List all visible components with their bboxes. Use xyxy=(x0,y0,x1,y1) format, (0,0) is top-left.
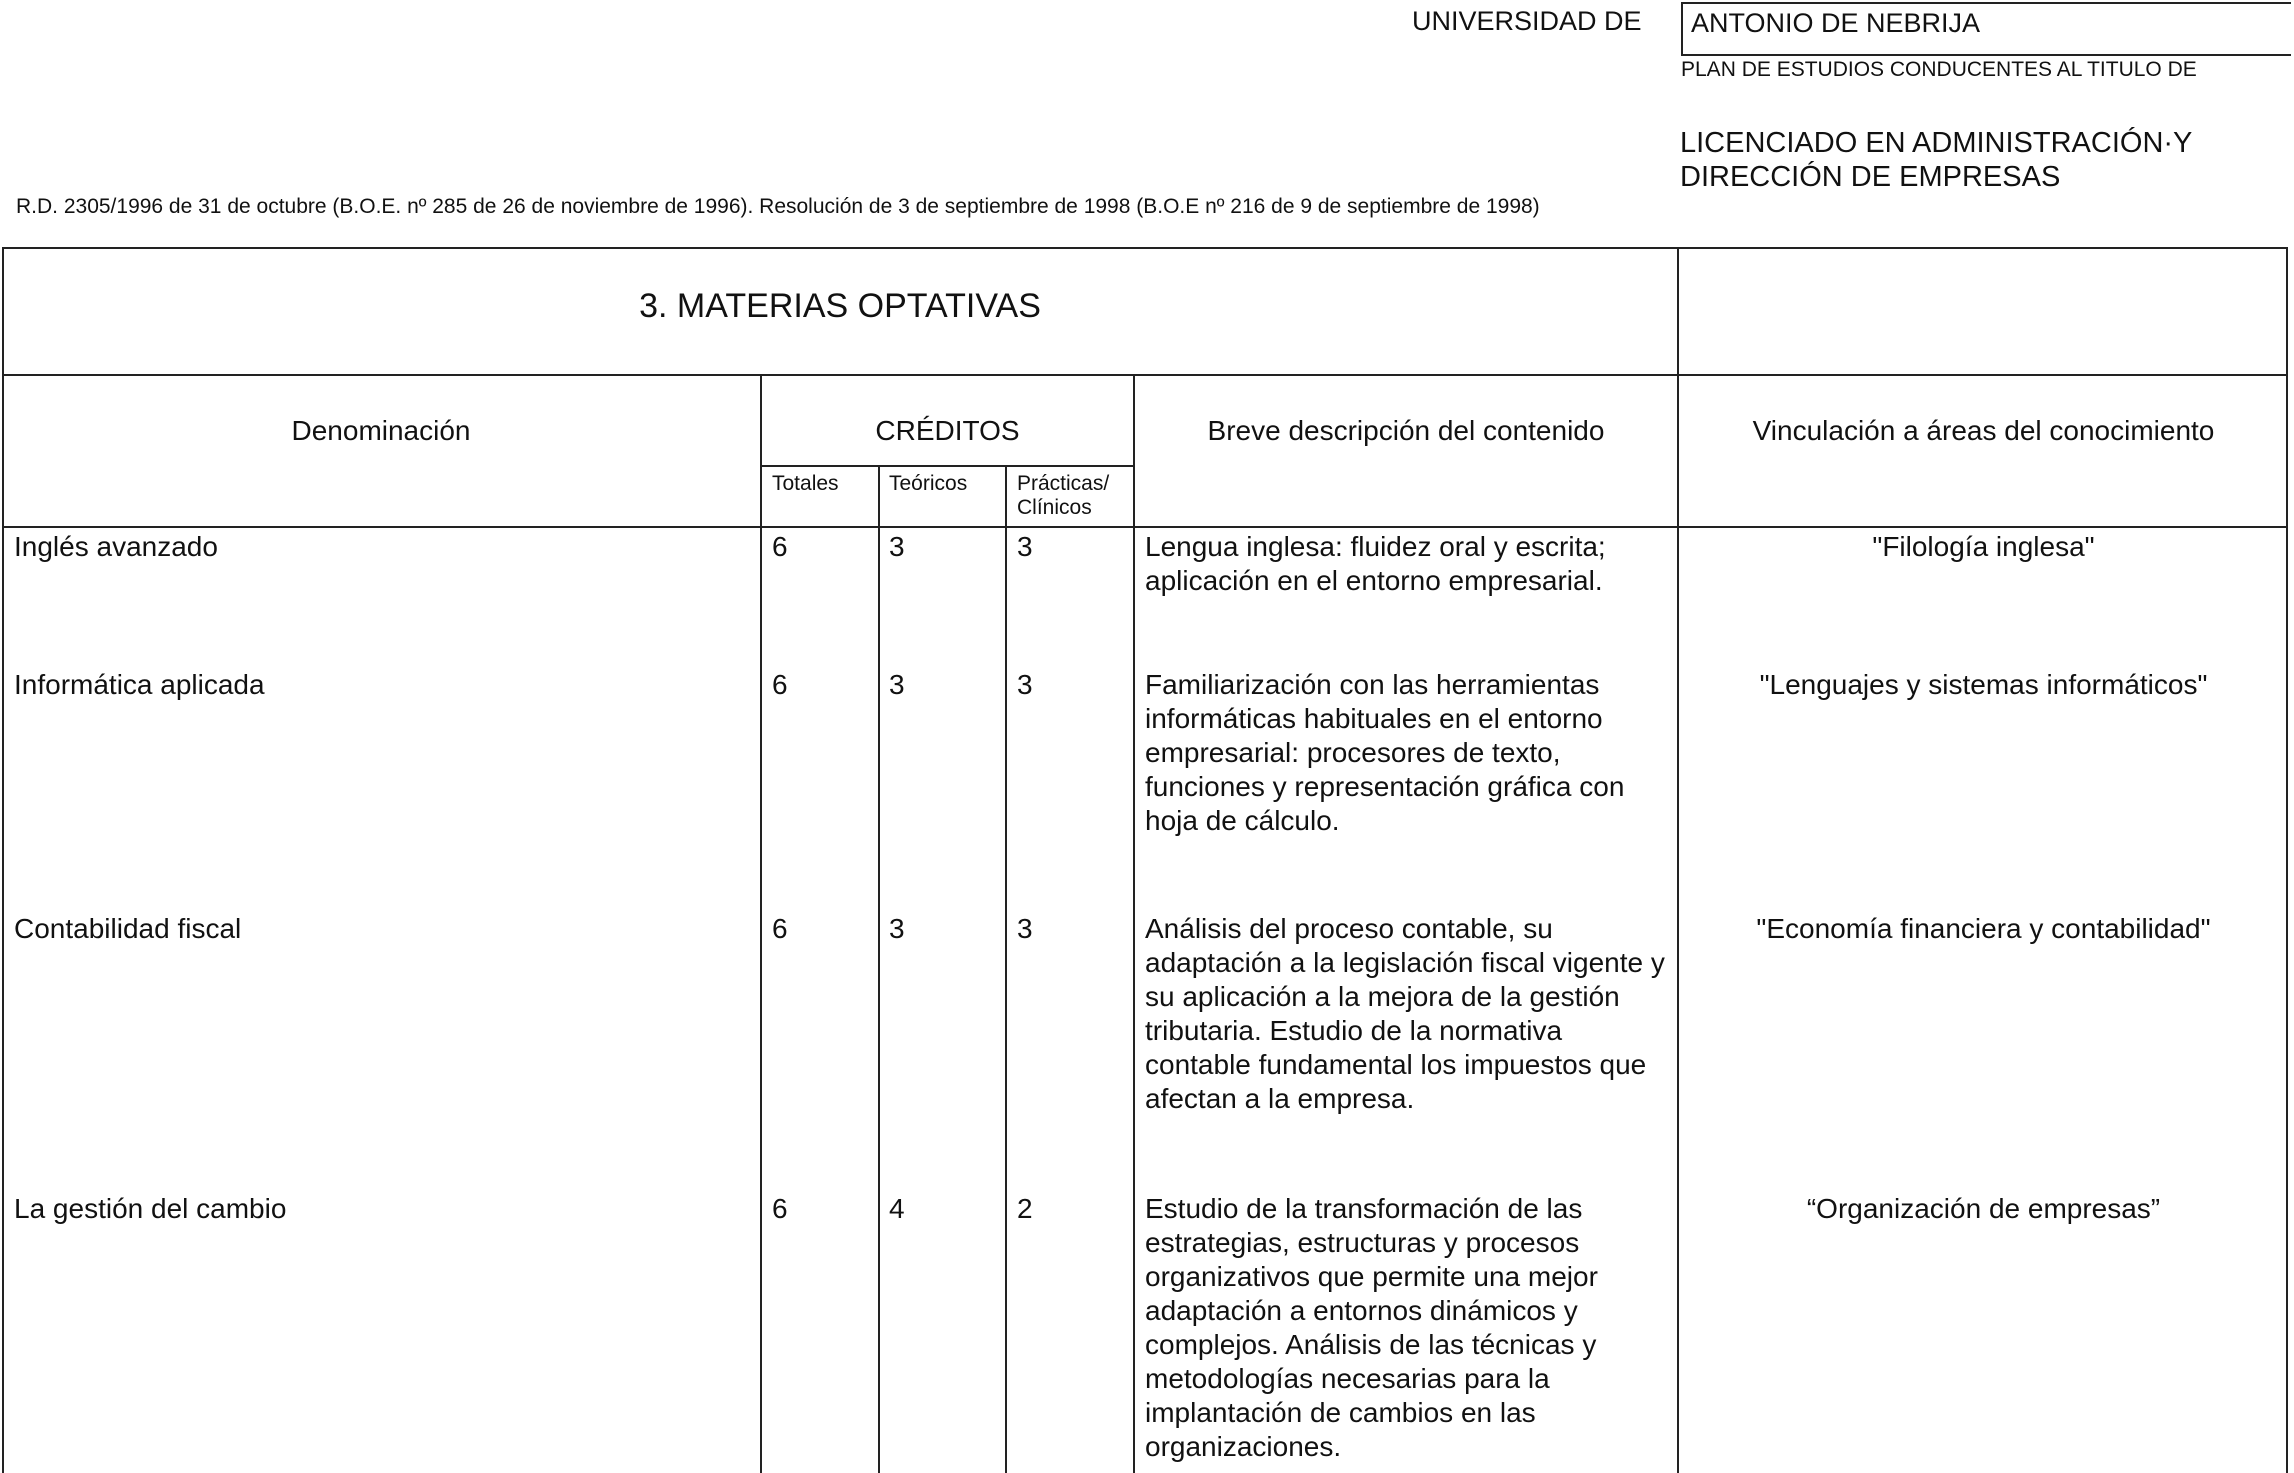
row-4-name: La gestión del cambio xyxy=(14,1193,287,1224)
header-row-divider xyxy=(2,526,2288,528)
header-descripcion: Breve descripción del contenido xyxy=(1207,415,1605,446)
row-2-name: Informática aplicada xyxy=(14,669,265,700)
row-2-totales: 6 xyxy=(772,669,788,700)
university-label: UNIVERSIDAD DE xyxy=(1412,6,1642,36)
row-2-description: Familiarización con las herramientas informáticas habituales en el entorno empresarial: procesores de texto, funciones y representación gráfica con hoja de cálculo. xyxy=(1145,669,1625,836)
row-3-description: Análisis del proceso contable, su adaptación a la legislación fiscal vigente y su aplicación a la mejora de la gestión tributaria. Estudio de la normativa contable fundamental los impuestos que afectan a la empresa. xyxy=(1145,913,1665,1114)
column-divider-practicas xyxy=(1005,465,1007,1473)
degree-title-line-1: LICENCIADO EN ADMINISTRACIÓN·Y xyxy=(1680,127,2193,159)
row-4-practicas: 2 xyxy=(1017,1193,1033,1224)
row-1-teoricos: 3 xyxy=(889,531,905,562)
row-3-area: "Economía financiera y contabilidad" xyxy=(1756,913,2211,944)
header-practicas xyxy=(1017,472,1109,520)
row-1-totales: 6 xyxy=(772,531,788,562)
row-4-area: “Organización de empresas” xyxy=(1806,1193,2161,1224)
degree-title xyxy=(1680,126,2280,194)
row-1-description: Lengua inglesa: fluidez oral y escrita; aplicación en el entorno empresarial. xyxy=(1145,531,1606,596)
row-4-totales: 6 xyxy=(772,1193,788,1224)
degree-title-line-2: DIRECCIÓN DE EMPRESAS xyxy=(1680,161,2061,193)
row-3-teoricos: 3 xyxy=(889,913,905,944)
row-2-teoricos: 3 xyxy=(889,669,905,700)
header-totales: Totales xyxy=(772,472,839,495)
plan-heading: PLAN DE ESTUDIOS CONDUCENTES AL TITULO DE xyxy=(1681,58,2197,81)
header-creditos: CRÉDITOS xyxy=(875,415,1020,446)
row-4-description: Estudio de la transformación de las estrategias, estructuras y procesos organizativos que permite una mejor adaptación a entornos dinámicos y complejos. Análisis de las técnicas y metodologías necesarias para la implantación de cambios en las organizaciones. xyxy=(1145,1193,1598,1462)
row-2-area: "Lenguajes y sistemas informáticos" xyxy=(1759,669,2208,700)
row-2-practicas: 3 xyxy=(1017,669,1033,700)
row-4-teoricos: 4 xyxy=(889,1193,905,1224)
row-1-area: "Filología inglesa" xyxy=(1872,531,2095,562)
column-divider-teoricos xyxy=(878,465,880,1473)
row-3-totales: 6 xyxy=(772,913,788,944)
credits-subheader-divider xyxy=(760,465,1135,467)
section-title: 3. MATERIAS OPTATIVAS xyxy=(639,287,1041,325)
header-teoricos: Teóricos xyxy=(889,472,968,495)
title-row-divider xyxy=(2,374,2288,376)
header-denominacion: Denominación xyxy=(291,415,471,446)
row-1-name: Inglés avanzado xyxy=(14,531,218,562)
header-vinculacion: Vinculación a áreas del conocimiento xyxy=(1752,415,2215,446)
header-practicas-line-1: Prácticas/ xyxy=(1017,472,1110,495)
row-1-practicas: 3 xyxy=(1017,531,1033,562)
column-divider-description xyxy=(1133,374,1135,1473)
column-divider-credits xyxy=(760,374,762,1473)
legal-reference: R.D. 2305/1996 de 31 de octubre (B.O.E. nº 285 de 26 de noviembre de 1996). Resolución de 3 de septiembre de 1998 (B.O.E nº 216 de 9 de septiembre de 1998) xyxy=(16,195,1540,218)
header-practicas-line-2: Clínicos xyxy=(1017,496,1092,519)
university-name-box xyxy=(1681,2,2291,56)
row-3-name: Contabilidad fiscal xyxy=(14,913,242,944)
university-name: ANTONIO DE NEBRIJA xyxy=(1691,8,1981,38)
row-3-practicas: 3 xyxy=(1017,913,1033,944)
